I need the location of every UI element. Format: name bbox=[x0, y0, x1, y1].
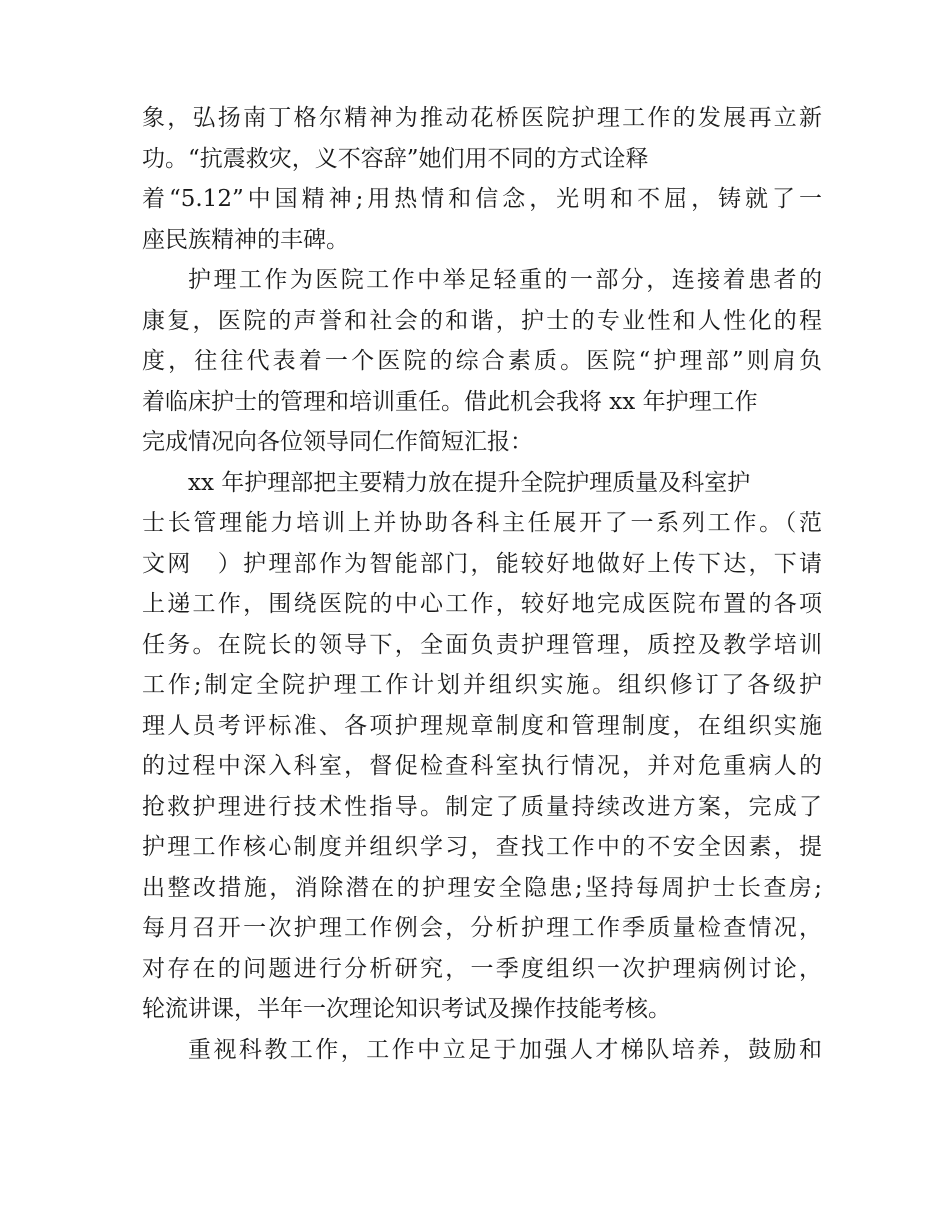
text-line: 着“5.12”中国精神;用热情和信念，光明和不屈，铸就了一 bbox=[142, 186, 822, 212]
text-line: 抢救护理进行技术性指导。制定了质量持续改进方案，完成了 bbox=[142, 793, 822, 820]
text-line: 着临床护士的管理和培训重任。借此机会我将 xx 年护理工作 bbox=[142, 388, 758, 415]
text-line: 文网 ）护理部作为智能部门，能较好地做好上传下达，下请 bbox=[142, 550, 822, 577]
text-line: 任务。在院长的领导下，全面负责护理管理，质控及教学培训 bbox=[142, 631, 822, 658]
text-line: 上递工作，围绕医院的中心工作，较好地完成医院布置的各项 bbox=[142, 591, 822, 617]
text-line: 座民族精神的丰碑。 bbox=[142, 226, 349, 253]
document-body bbox=[142, 98, 822, 1070]
text-line: 每月召开一次护理工作例会，分析护理工作季质量检查情况， bbox=[142, 915, 822, 941]
text-line: 康复，医院的声誉和社会的和谐，护士的专业性和人性化的程 bbox=[142, 307, 822, 334]
text-line: 功。“抗震救灾，义不容辞”她们用不同的方式诠释 bbox=[142, 145, 649, 172]
text-line: 轮流讲课，半年一次理论知识考试及操作技能考核。 bbox=[142, 996, 671, 1022]
text-line: 的过程中深入科室，督促检查科室执行情况，并对危重病人的 bbox=[142, 753, 822, 779]
text-line: 理人员考评标准、各项护理规章制度和管理制度，在组织实施 bbox=[142, 712, 822, 739]
text-line: 度，往往代表着一个医院的综合素质。医院“护理部”则肩负 bbox=[142, 348, 822, 374]
text-line: 士长管理能力培训上并协助各科主任展开了一系列工作。（范 bbox=[142, 510, 822, 536]
text-line: 对存在的问题进行分析研究，一季度组织一次护理病例讨论， bbox=[142, 955, 822, 982]
text-line: 护理工作核心制度并组织学习，查找工作中的不安全因素，提 bbox=[142, 834, 822, 860]
paragraph-first-line: xx 年护理部把主要精力放在提升全院护理质量及科室护 bbox=[188, 469, 751, 496]
text-line: 出整改措施，消除潜在的护理安全隐患;坚持每周护士长查房; bbox=[142, 874, 822, 901]
text-line: 完成情况向各位领导同仁作简短汇报： bbox=[142, 429, 533, 455]
text-line: 工作;制定全院护理工作计划并组织实施。组织修订了各级护 bbox=[142, 672, 822, 698]
text-line: 象，弘扬南丁格尔精神为推动花桥医院护理工作的发展再立新 bbox=[142, 105, 822, 131]
paragraph-first-line: 护理工作为医院工作中举足轻重的一部分，连接着患者的 bbox=[188, 267, 822, 293]
paragraph-first-line: 重视科教工作，工作中立足于加强人才梯队培养，鼓励和 bbox=[188, 1036, 822, 1063]
